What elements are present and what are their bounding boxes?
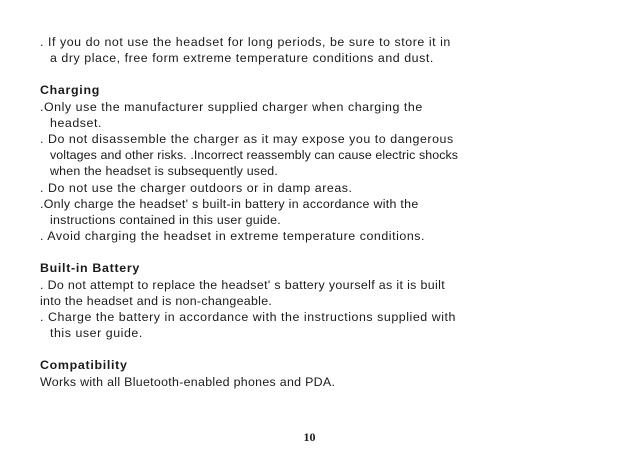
battery-item-1-line-1: . Do not attempt to replace the headset' s battery yourself as it is built: [40, 277, 445, 292]
charging-item: [40, 196, 580, 228]
charging-item: [40, 180, 580, 196]
charging-item-4-line-1: .Only charge the headset' s built-in battery in accordance with the: [40, 196, 419, 211]
charging-item-2-line-1: . Do not disassemble the charger as it may expose you to dangerous: [40, 132, 454, 147]
compatibility-heading: Compatibility: [40, 358, 128, 373]
battery-item-2-line-1: . Charge the battery in accordance with the instructions supplied with: [40, 310, 456, 325]
compatibility-text: Works with all Bluetooth-enabled phones and PDA.: [40, 374, 336, 389]
charging-item: [40, 228, 580, 244]
battery-item-1-line-2: into the headset and is non-changeable.: [40, 293, 273, 308]
charging-item-2-line-2: voltages and other risks. .Incorrect reassembly can cause electric shocks: [50, 148, 459, 163]
compatibility-section: [40, 357, 580, 389]
storage-note-line-2: a dry place, free form extreme temperature conditions and dust.: [50, 51, 434, 66]
storage-note: [40, 34, 580, 66]
storage-note-line-1: . If you do not use the headset for long periods, be sure to store it in: [40, 35, 451, 49]
charging-section: [40, 82, 580, 244]
charging-item-2-line-3: when the headset is subsequently used.: [50, 164, 279, 179]
charging-item-1-line-2: headset.: [50, 115, 102, 130]
charging-item-1-line-1: .Only use the manufacturer supplied charger when charging the: [40, 99, 423, 114]
battery-section: [40, 260, 580, 341]
charging-item-5-line-1: . Avoid charging the headset in extreme temperature conditions.: [40, 229, 426, 244]
charging-item-4-line-2: instructions contained in this user guide.: [50, 213, 281, 228]
page-number: 10: [303, 430, 316, 444]
charging-item: [40, 131, 580, 180]
charging-item: [40, 99, 580, 131]
charging-item-3-line-1: . Do not use the charger outdoors or in damp areas.: [40, 180, 353, 195]
charging-heading: Charging: [40, 83, 100, 98]
battery-heading: Built-in Battery: [40, 261, 141, 276]
battery-item-2-line-2: this user guide.: [50, 326, 143, 341]
manual-page: [40, 34, 580, 390]
